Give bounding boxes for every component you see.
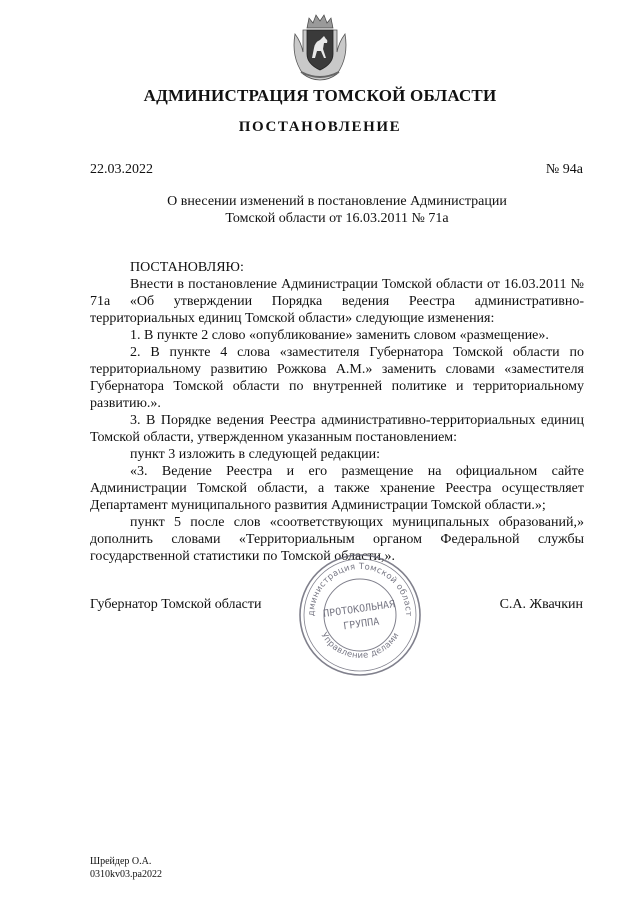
signatory-role: Губернатор Томской области [90, 597, 262, 612]
official-stamp [296, 551, 424, 684]
signatory-name: С.А. Жвачкин [499, 597, 583, 612]
document-date: 22.03.2022 [90, 162, 153, 177]
body-paragraph: пункт 3 изложить в следующей редакции: [130, 447, 380, 462]
body-paragraph: 2. В пункте 4 слова «заместителя Губернатора Томской области по территориальному развитию Рожкова А.М.» заменить словами «заместителя Губернатора Томской области по внутренней политике и территориальному развитию.». [90, 345, 584, 411]
svg-text:Управление делами: Управление делами [318, 630, 402, 661]
body-paragraph: 1. В пункте 2 слово «опубликование» заменить словом «размещение». [130, 328, 549, 343]
decree-word: ПОСТАНОВЛЯЮ: [130, 260, 244, 275]
organization-title: АДМИНИСТРАЦИЯ ТОМСКОЙ ОБЛАСТИ [143, 86, 497, 105]
svg-text:ГРУППА: ГРУППА [342, 616, 380, 633]
subject-line: О внесении изменений в постановление Администрации [167, 194, 507, 209]
document-code: 0310kv03.pa2022 [90, 869, 162, 880]
document-body [90, 259, 584, 565]
svg-text:Администрация Томской области: дминистрация Томской област [306, 561, 414, 617]
body-paragraph: Внести в постановление Администрации Томской области от 16.03.2011 № 71а «Об утверждении Порядка ведения Реестра административно-территориальных единиц Томской области» следующие изменения: [90, 277, 584, 326]
body-paragraph: 3. В Порядке ведения Реестра административно-территориальных единиц Томской области, утвержденном указанным постановлением: [90, 413, 584, 445]
document-subject [90, 193, 584, 227]
document-number: № 94а [545, 162, 583, 177]
coat-of-arms-icon [289, 12, 351, 87]
svg-text:ПРОТОКОЛЬНАЯ: ПРОТОКОЛЬНАЯ [322, 599, 396, 621]
body-paragraph: пункт 5 после слов «соответствующих муниципальных образований,» дополнить словами «Территориальным органом Федеральной службы государственной статистики по Томской области,». [90, 515, 584, 564]
executor-name: Шрейдер О.А. [90, 856, 152, 867]
document-type: ПОСТАНОВЛЕНИЕ [238, 119, 402, 135]
subject-line: Томской области от 16.03.2011 № 71а [225, 211, 449, 226]
body-paragraph: «3. Ведение Реестра и его размещение на официальном сайте Администрации Томской области, а также хранение Реестра осуществляет Департамент муниципального развития Администрации Томской области.»; [90, 464, 584, 513]
